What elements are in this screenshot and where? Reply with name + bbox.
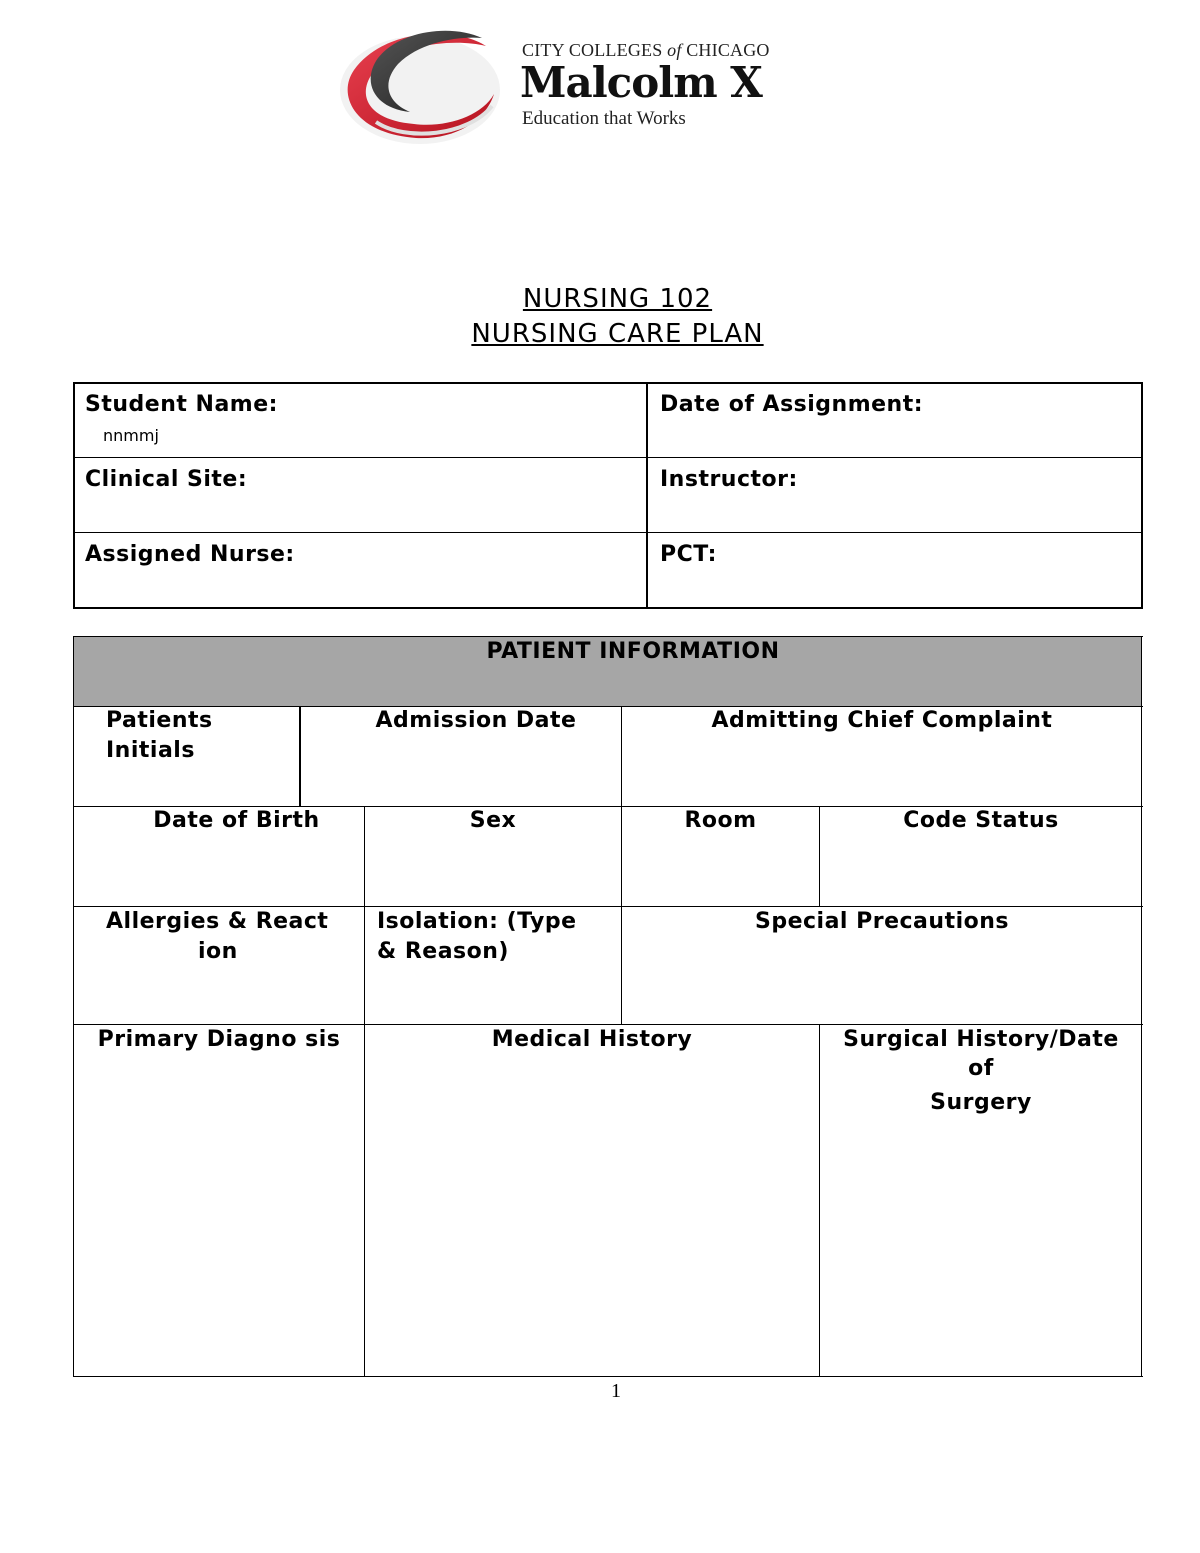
clinical-site-label: Clinical Site: bbox=[85, 467, 248, 492]
patients-initials-label-1: Patients bbox=[106, 708, 213, 733]
code-status-label: Code Status bbox=[903, 808, 1059, 833]
special-precautions-label: Special Precautions bbox=[754, 909, 1009, 934]
isolation-label-2: & Reason) bbox=[377, 939, 509, 964]
student-name-value[interactable]: nnmmj bbox=[103, 426, 159, 445]
pct-label: PCT: bbox=[660, 542, 717, 567]
date-of-assignment-label: Date of Assignment: bbox=[660, 392, 924, 417]
allergies-label-1: Allergies & React bbox=[106, 909, 329, 934]
admitting-chief-complaint-label: Admitting Chief Complaint bbox=[711, 708, 1053, 733]
student-name-label: Student Name: bbox=[85, 392, 278, 417]
patients-initials-label-2: Initials bbox=[106, 738, 195, 763]
medical-history-label: Medical History bbox=[491, 1027, 693, 1052]
patient-info-title: PATIENT INFORMATION bbox=[486, 639, 780, 664]
admission-date-label: Admission Date bbox=[375, 708, 577, 733]
logo-tagline: Education that Works bbox=[522, 108, 686, 129]
instructor-label: Instructor: bbox=[660, 467, 798, 492]
isolation-label-1: Isolation: (Type bbox=[377, 909, 577, 934]
surgical-history-label-1: Surgical History/Date bbox=[843, 1027, 1119, 1052]
logo-college-name: Malcolm X bbox=[520, 58, 762, 107]
primary-diagnosis-label: Primary Diagno sis bbox=[97, 1027, 341, 1052]
surgical-history-label-2: of bbox=[968, 1056, 994, 1081]
malcolm-x-logo-mark bbox=[336, 24, 506, 148]
logo-org-line: CITY COLLEGES of CHICAGO bbox=[522, 40, 770, 60]
document-title: NURSING CARE PLAN bbox=[471, 319, 764, 349]
surgical-history-label-3: Surgery bbox=[930, 1090, 1032, 1115]
sex-label: Sex bbox=[469, 808, 517, 833]
allergies-label-2: ion bbox=[198, 939, 238, 964]
room-label: Room bbox=[684, 808, 757, 833]
course-title: NURSING 102 bbox=[522, 284, 713, 314]
page-number: 1 bbox=[611, 1380, 621, 1402]
date-of-birth-label: Date of Birth bbox=[153, 808, 320, 833]
assigned-nurse-label: Assigned Nurse: bbox=[85, 542, 295, 567]
